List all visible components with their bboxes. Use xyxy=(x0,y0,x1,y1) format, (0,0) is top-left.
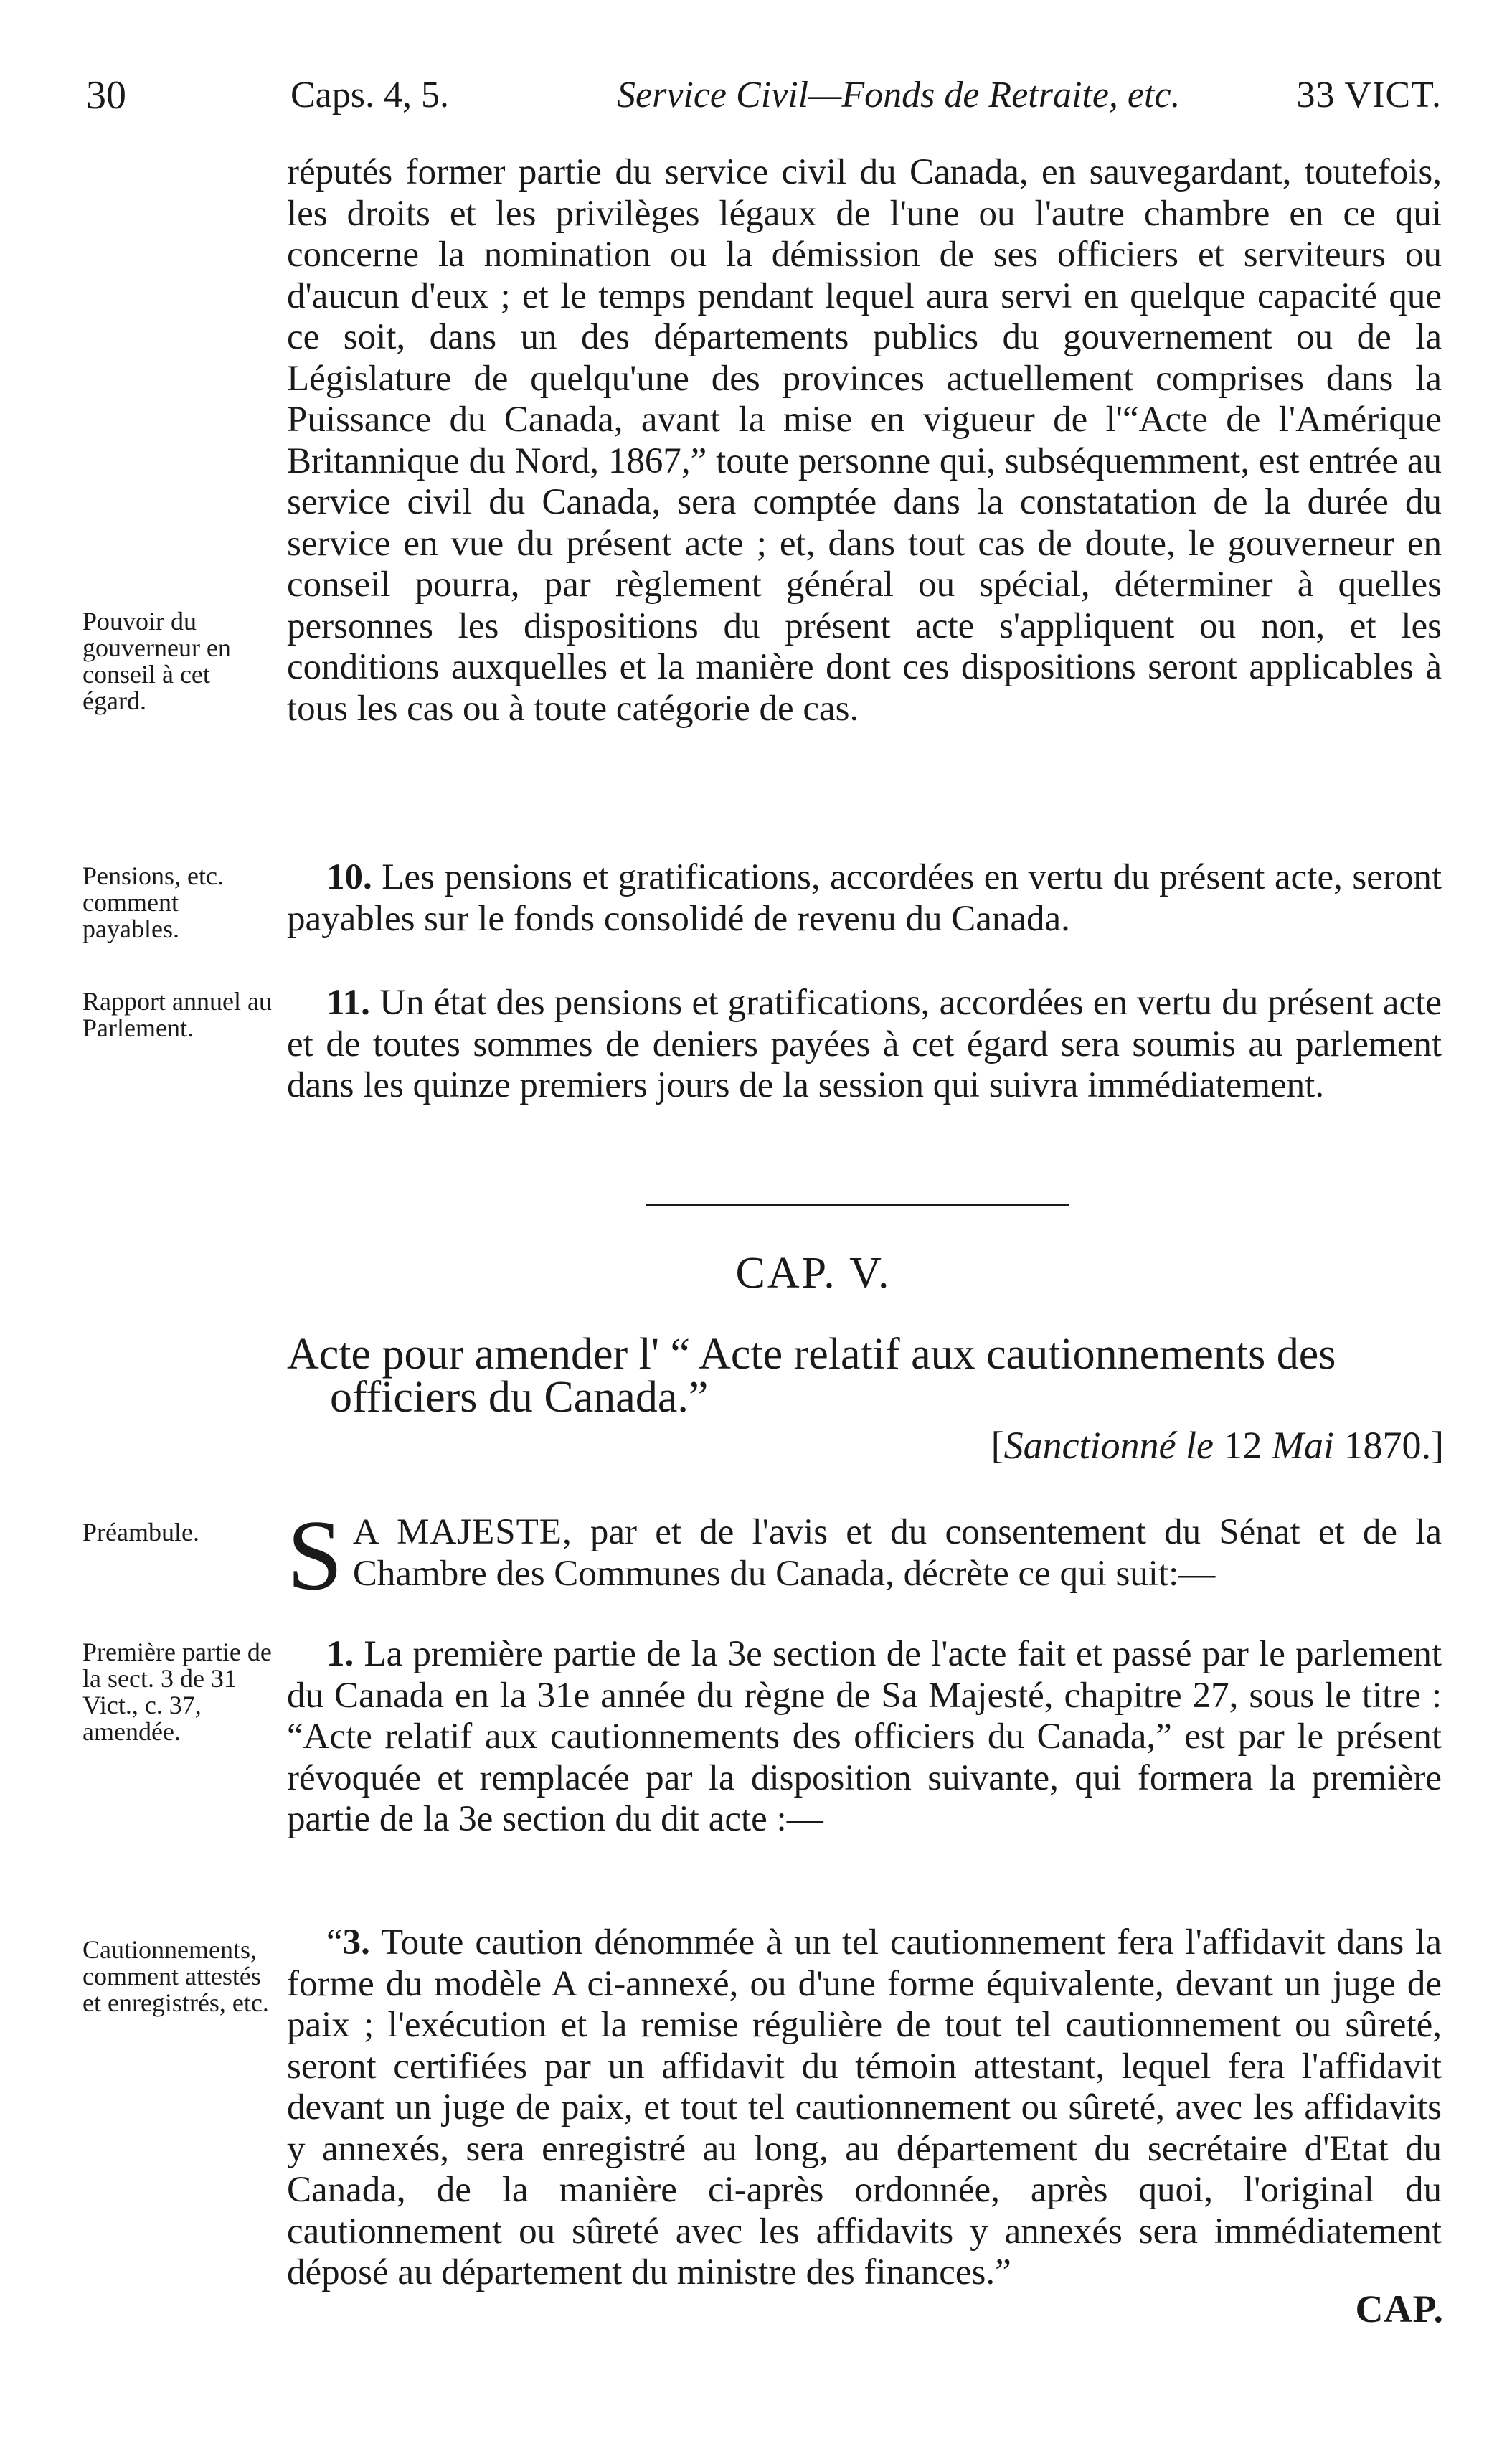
chapter-heading xyxy=(0,1248,1512,1299)
sanction-date xyxy=(991,1424,1444,1467)
section-3-quoted xyxy=(287,1922,1442,2294)
sanction-year: 1870.] xyxy=(1334,1424,1444,1467)
section-11 xyxy=(287,983,1442,1107)
section-3-number: 3. xyxy=(342,1922,370,1963)
margin-note-pouvoir: Pouvoir du gouverneur en conseil à cet égard. xyxy=(82,607,231,715)
drop-cap: S xyxy=(287,1500,343,1611)
act-title xyxy=(287,1330,1449,1422)
sanction-month: Mai xyxy=(1272,1424,1335,1467)
sanction-word: Sanctionné le xyxy=(1003,1424,1214,1467)
section-3-text: Toute caution dénommée à un tel cautionnement fera l'affidavit dans la forme du modèle A ci-annexé, ou d'une forme équivalente, devant un juge de paix ; l'exécution et la remise régulière de tout tel cautionnement ou sûreté, seront certifiées par un affidavit du témoin attestant, lequel fera l'affidavit devant un juge de paix, et tout tel cautionnement ou sûreté, avec les affidavits y annexés, sera enregistré au long, au département du secrétaire d'Etat du Canada, de la manière ci-après ordonnée, après quoi, l'original du cautionnement ou sûreté avec les affidavits y annexés sera immédiatement déposé au département du ministre des finances.” xyxy=(287,1922,1442,2292)
act-title-line-1: Acte pour amender l' “ Acte relatif aux cautionnements des xyxy=(287,1330,1336,1379)
margin-note-premiere-partie: Première partie de la sect. 3 de 31 Vict., c. 37, amendée. xyxy=(82,1638,272,1746)
margin-note-pensions: Pensions, etc. comment payables. xyxy=(82,861,224,943)
section-11-number: 11. xyxy=(326,983,370,1023)
section-divider xyxy=(646,1204,1069,1206)
preamble xyxy=(287,1500,1442,1611)
margin-note-preambule: Préambule. xyxy=(82,1518,199,1546)
section-10-number: 10. xyxy=(326,857,372,897)
running-header xyxy=(86,70,1442,121)
section-10 xyxy=(287,857,1442,940)
section-11-text: Un état des pensions et gratifications, accordées en vertu du présent acte et de toutes sommes de deniers payées à cet égard sera soumis au parlement dans les quinze premiers jours de la session qui suivra immédiatement. xyxy=(287,983,1442,1105)
running-title: Service Civil—Fonds de Retraite, etc. xyxy=(617,75,1181,115)
section-10-text: Les pensions et gratifications, accordées en vertu du présent acte, seront payables sur le fonds consolidé de revenu du Canada. xyxy=(287,857,1442,939)
section-1 xyxy=(287,1634,1442,1841)
quote-open: “ xyxy=(326,1922,343,1963)
margin-note-rapport: Rapport annuel au Parlement. xyxy=(82,987,272,1042)
margin-note-cautionnements: Cautionnements, comment attestés et enregistrés, etc. xyxy=(82,1935,269,2017)
sanction-day: 12 xyxy=(1214,1424,1272,1467)
regnal-year: 33 VICT. xyxy=(1296,75,1442,115)
catchword: CAP. xyxy=(1355,2287,1444,2330)
preamble-lead: A MAJESTE, xyxy=(352,1512,572,1552)
act-title-line-2: officiers du Canada.” xyxy=(330,1373,709,1422)
page-number: 30 xyxy=(86,73,126,118)
chapter-heading-text: CAP. V. xyxy=(735,1249,892,1298)
section-1-text: La première partie de la 3e section de l'acte fait et passé par le parlement du Canada en la 31e année du règne de Sa Majesté, chapitre 27, sous le titre : “Acte relatif aux cautionnements des officiers du Canada,” est par le présent révoquée et remplacée par la disposition suivante, qui formera la première partie de la 3e section du dit acte :— xyxy=(287,1634,1442,1839)
chapter-reference: Caps. 4, 5. xyxy=(290,75,449,115)
section-9-continuation: réputés former partie du service civil du Canada, en sauvegardant, toutefois, les droits et les privilèges légaux de l'une ou l'autre chambre en ce qui concerne la nomination ou la démission de ses officiers et serviteurs ou d'aucun d'eux ; et le temps pendant lequel aura servi en quelque capacité que ce soit, dans un des départements publics du gouvernement ou de la Législature de quelqu'une des provinces actuellement comprises dans la Puissance du Canada, avant la mise en vigueur de l'“Acte de l'Amérique Britannique du Nord, 1867,” toute personne qui, subséquemment, est entrée au service civil du Canada, sera comptée dans la constatation de la durée du service en vue du présent acte ; et, dans tout cas de doute, le gouverneur en conseil pourra, par règlement général ou spécial, déterminer à quelles personnes les dispositions du présent acte s'appliquent ou non, et les conditions auxquelles et la manière dont ces dispositions seront applicables à tous les cas ou à toute catégorie de cas. xyxy=(287,152,1442,729)
sanction-open-bracket: [ xyxy=(991,1424,1004,1467)
section-1-number: 1. xyxy=(326,1634,354,1674)
preamble-text: par et de l'avis et du consentement du Sénat et de la Chambre des Communes du Canada, décrète ce qui suit:— xyxy=(352,1512,1442,1594)
